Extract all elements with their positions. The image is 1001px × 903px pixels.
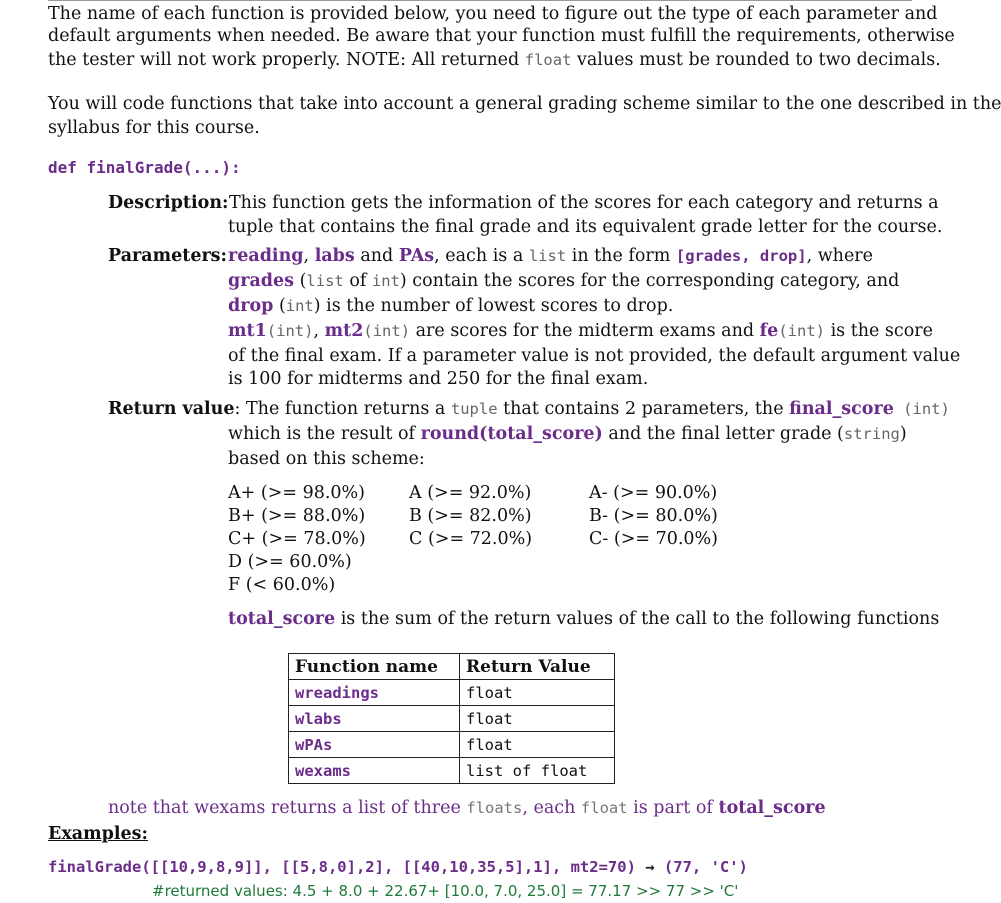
table-row [289, 758, 615, 784]
example-result: (77, 'C') [663, 858, 748, 876]
text: which is the result of [228, 424, 421, 444]
text: is part of [627, 798, 719, 818]
return-value-line-3: based on this scheme: [228, 449, 425, 469]
text: ) is the number of lowest scores to drop. [313, 296, 674, 316]
floats-code: floats [466, 799, 523, 817]
list-code: list [528, 247, 567, 265]
int-code: (int) [266, 322, 314, 340]
text: , each is a [434, 246, 529, 266]
intro-text-b: values must be rounded to two decimals. [571, 50, 941, 70]
parameters-line-3 [228, 294, 914, 318]
table-row [289, 706, 615, 732]
parameters-line-5: of the final exam. If a parameter value is not provided, the default argument value [228, 346, 961, 366]
grade-b-plus: B+ (>= 88.0%) [228, 506, 366, 526]
parameters-label: Parameters: [108, 246, 227, 266]
examples-heading: Examples: [48, 824, 148, 844]
grade-a-minus: A- (>= 90.0%) [589, 483, 718, 503]
table-header-row [289, 654, 615, 680]
int-code: (int) [893, 400, 950, 418]
round-expression: round(total_score) [420, 424, 603, 444]
return-type-cell: float [460, 680, 615, 706]
list-code: list [306, 272, 344, 290]
example-call: finalGrade([[10,9,8,9]], [[5,8,0],2], [[40,10,35,5],1], mt2=70) [48, 858, 636, 876]
text: that contains 2 parameters, the [497, 399, 790, 419]
tuple-code: tuple [450, 400, 498, 418]
text: is the sum of the return values of the call to the following functions [335, 609, 940, 629]
return-value-label: Return value [108, 399, 235, 419]
int-code: int [371, 272, 400, 290]
param-mt2: mt2 [324, 321, 364, 341]
function-table [288, 653, 615, 784]
text: are scores for the midterm exams and [410, 321, 760, 341]
table-row [289, 680, 615, 706]
example-returned-values: #returned values: 4.5 + 8.0 + 22.67+ [10.0, 7.0, 25.0] = 77.17 >> 77 >> 'C' [152, 882, 739, 900]
param-mt1: mt1 [228, 321, 267, 341]
param-pas: PAs [398, 246, 435, 266]
function-name-cell: wreadings [289, 680, 460, 706]
grade-c-plus: C+ (>= 78.0%) [228, 529, 366, 549]
arrow-icon: → [635, 858, 664, 876]
text: and the final letter grade ( [602, 424, 844, 444]
form-code: [grades, drop] [675, 247, 807, 265]
function-name-cell: wPAs [289, 732, 460, 758]
general-line-1: You will code functions that take into account a general grading scheme similar to the one described in the [48, 94, 1001, 114]
int-code: int [285, 297, 314, 315]
grade-b-minus: B- (>= 80.0%) [589, 506, 718, 526]
return-value-line-2 [228, 422, 914, 446]
string-code: string [843, 425, 900, 443]
function-name-cell: wlabs [289, 706, 460, 732]
intro-text-a: the tester will not work properly. NOTE: All returned [48, 50, 525, 70]
text: note that wexams returns a list of three [108, 798, 467, 818]
text: ( [294, 271, 307, 291]
text: , where [806, 246, 874, 266]
total-score-term: total_score [228, 609, 336, 629]
param-reading: reading [228, 246, 304, 266]
top-rule [48, 0, 912, 1]
text: ) contain the scores for the corresponding category, and [399, 271, 900, 291]
header-return-value: Return Value [460, 654, 615, 680]
grade-a-plus: A+ (>= 98.0%) [228, 483, 366, 503]
parameters-line-2 [228, 269, 914, 293]
text: in the form [566, 246, 676, 266]
grade-f: F (< 60.0%) [228, 575, 336, 595]
param-fe: fe [759, 321, 779, 341]
function-signature: def finalGrade(...): [48, 158, 241, 177]
final-score-term: final_score [789, 399, 894, 419]
text: : The function returns a [234, 399, 451, 419]
description-label: Description: [108, 193, 229, 213]
total-score-term: total_score [718, 798, 826, 818]
return-type-cell: list of float [460, 758, 615, 784]
sep: , [313, 321, 325, 341]
intro-line-3 [48, 48, 941, 72]
int-code: (int) [778, 322, 825, 340]
header-function-name: Function name [289, 654, 460, 680]
grade-b: B (>= 82.0%) [409, 506, 532, 526]
return-value-line-1 [108, 397, 950, 421]
grade-c-minus: C- (>= 70.0%) [589, 529, 719, 549]
text: ( [273, 296, 286, 316]
text: of [343, 271, 372, 291]
text: is the score [825, 321, 933, 341]
text: , each [522, 798, 581, 818]
example-call-line [48, 855, 748, 879]
sep: , [303, 246, 315, 266]
wexams-note [108, 796, 826, 820]
general-line-2: syllabus for this course. [48, 118, 260, 138]
float-code: float [524, 51, 572, 69]
function-name-cell: wexams [289, 758, 460, 784]
sep: and [354, 246, 399, 266]
intro-line-2: default arguments when needed. Be aware that your function must fulfill the requirements, otherwise [48, 26, 955, 46]
description-line-1: This function gets the information of the scores for each category and returns a [229, 193, 939, 213]
return-type-cell: float [460, 706, 615, 732]
param-drop: drop [228, 296, 274, 316]
text: ) [899, 424, 907, 444]
float-code: float [580, 799, 628, 817]
parameters-line-4 [228, 319, 933, 343]
int-code: (int) [363, 322, 411, 340]
param-grades: grades [228, 271, 295, 291]
total-score-line [228, 607, 940, 631]
return-type-cell: float [460, 732, 615, 758]
description-line-2: tuple that contains the final grade and its equivalent grade letter for the course. [228, 217, 943, 237]
grade-a: A (>= 92.0%) [409, 483, 532, 503]
grade-d: D (>= 60.0%) [228, 552, 352, 572]
intro-line-1: The name of each function is provided below, you need to figure out the type of each parameter and [48, 4, 938, 24]
table-row [289, 732, 615, 758]
parameters-line-1 [228, 244, 914, 268]
param-labs: labs [314, 246, 355, 266]
parameters-line-6: is 100 for midterms and 250 for the final exam. [228, 369, 649, 389]
grade-c: C (>= 72.0%) [409, 529, 533, 549]
